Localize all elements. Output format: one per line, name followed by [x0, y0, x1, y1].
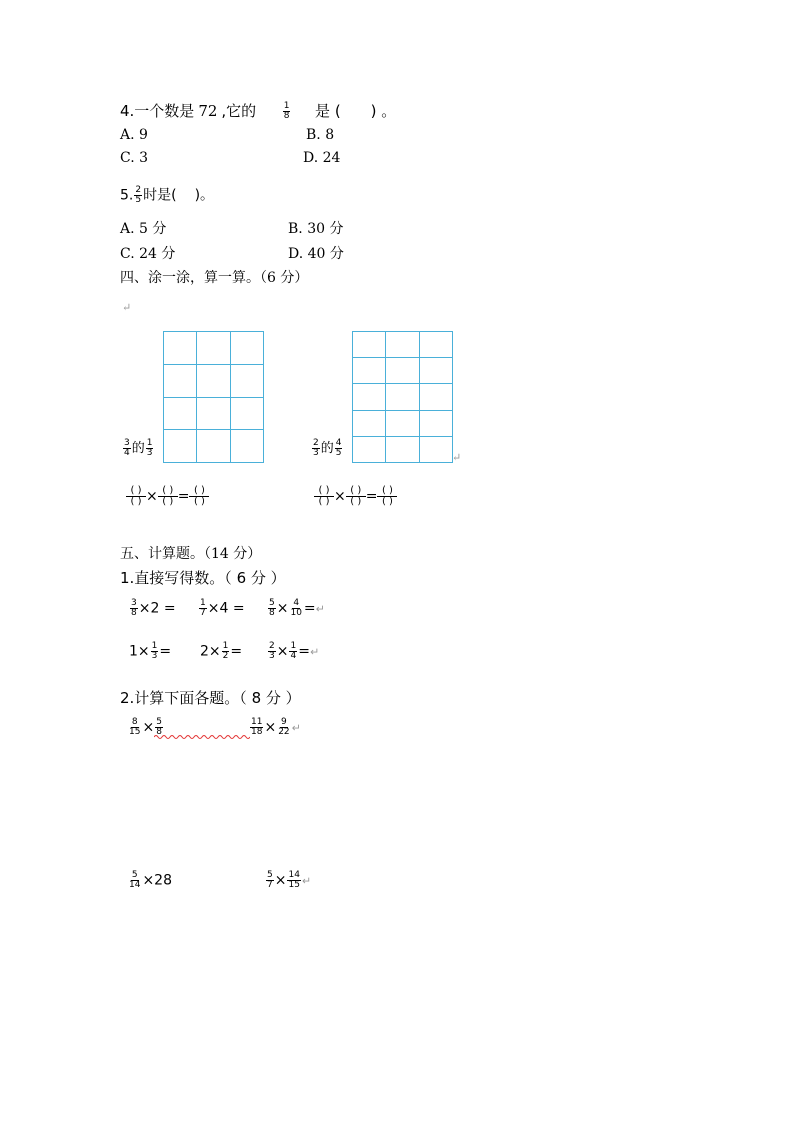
q4-mid: ,它的 — [221, 102, 257, 120]
part1-item-4: 1× $\frac{1}{3}$ = — [129, 641, 172, 661]
q4-option-a[interactable]: A. 9 — [120, 127, 148, 143]
part1-title: 1.直接写得数。（ 6 分 ） — [120, 569, 286, 587]
right-grid-label: $\frac{2}{3}$ 的 $\frac{4}{5}$ — [313, 438, 342, 458]
q4-option-c[interactable]: C. 3 — [120, 150, 149, 166]
grid-cell[interactable] — [386, 411, 419, 437]
grid-cell[interactable] — [231, 398, 264, 431]
part1-item-2: $\frac{1}{7}$ ×4 = — [200, 598, 245, 618]
part2-item-3: $\frac{5}{14}$ ×28 — [129, 870, 172, 890]
part2-item-4: $\frac{5}{7}$ × $\frac{14}{15}$ ↵ — [267, 870, 312, 890]
part1-item-3: $\frac{5}{8}$ × $\frac{4}{10}$ =↵ — [269, 598, 325, 618]
grid-cell[interactable] — [386, 384, 419, 410]
grid-cell[interactable] — [420, 358, 453, 384]
q4-close: ) 。 — [370, 102, 397, 120]
grid-cell[interactable] — [420, 437, 453, 463]
q4-fraction: $\frac{1}{8}$ — [283, 101, 290, 121]
left-grid-label: $\frac{3}{4}$ 的 $\frac{1}{3}$ — [124, 438, 153, 458]
q4-option-b[interactable]: B. 8 — [306, 127, 335, 143]
part2-item-1: $\frac{8}{15}$ × $\frac{5}{8}$ — [129, 717, 162, 737]
grid-cell[interactable] — [420, 332, 453, 358]
q5-option-d[interactable]: D. 40 分 — [288, 246, 344, 262]
grid-cell[interactable] — [353, 437, 386, 463]
return-mark: ↵ — [122, 301, 132, 314]
q5-stem — [120, 186, 214, 205]
grid-cell[interactable] — [164, 332, 197, 365]
grid-cell[interactable] — [353, 358, 386, 384]
q5-prefix: 5. — [120, 187, 134, 204]
part1-item-5: 2× $\frac{1}{2}$ = — [200, 641, 243, 661]
grid-cell[interactable] — [197, 365, 230, 398]
grid-cell[interactable] — [386, 332, 419, 358]
q5-text: 时是( — [143, 187, 177, 204]
left-blank-equation[interactable]: ( ) ( ) × ( ) ( ) = ( ) ( ) — [126, 486, 209, 507]
grid-cell[interactable] — [420, 384, 453, 410]
section4-title: 四、涂一涂，算一算。（6 分） — [120, 270, 309, 286]
q5-close: )。 — [194, 187, 215, 204]
q4-suffix: 是 ( — [315, 102, 341, 120]
grid-cell[interactable] — [353, 384, 386, 410]
q4-number: 72 — [198, 102, 218, 120]
return-mark: ↵ — [452, 451, 462, 464]
right-shading-grid[interactable] — [352, 331, 453, 463]
q5-option-c[interactable]: C. 24 分 — [120, 246, 176, 262]
grid-cell[interactable] — [164, 430, 197, 463]
grid-cell[interactable] — [197, 430, 230, 463]
grid-cell[interactable] — [353, 332, 386, 358]
grid-cell[interactable] — [164, 398, 197, 431]
q5-option-a[interactable]: A. 5 分 — [120, 221, 167, 237]
grid-cell[interactable] — [197, 398, 230, 431]
part2-title: 2.计算下面各题。（ 8 分 ） — [120, 689, 301, 707]
q5-fraction: $\frac{2}{5}$ — [135, 185, 142, 205]
grid-cell[interactable] — [231, 332, 264, 365]
grid-cell[interactable] — [164, 365, 197, 398]
left-shading-grid[interactable] — [163, 331, 264, 463]
part1-item-1: $\frac{3}{8}$ ×2 = — [131, 598, 176, 618]
q4-prefix: 4.一个数是 — [120, 102, 195, 120]
grid-cell[interactable] — [386, 358, 419, 384]
grid-cell[interactable] — [420, 411, 453, 437]
part1-item-6: $\frac{2}{3}$ × $\frac{1}{4}$ =↵ — [269, 641, 320, 661]
q4-stem — [120, 102, 396, 121]
grid-cell[interactable] — [353, 411, 386, 437]
grid-cell[interactable] — [231, 365, 264, 398]
section5-title: 五、计算题。（14 分） — [120, 546, 262, 562]
q4-option-d[interactable]: D. 24 — [303, 150, 341, 166]
right-blank-equation[interactable]: ( ) ( ) × ( ) ( ) = ( ) ( ) — [314, 486, 397, 507]
grid-cell[interactable] — [231, 430, 264, 463]
grid-cell[interactable] — [386, 437, 419, 463]
part2-item-2: $\frac{11}{18}$ × $\frac{9}{22}$ ↵ — [251, 717, 301, 737]
grid-cell[interactable] — [197, 332, 230, 365]
q5-option-b[interactable]: B. 30 分 — [288, 221, 344, 237]
spellcheck-underline — [154, 734, 250, 740]
